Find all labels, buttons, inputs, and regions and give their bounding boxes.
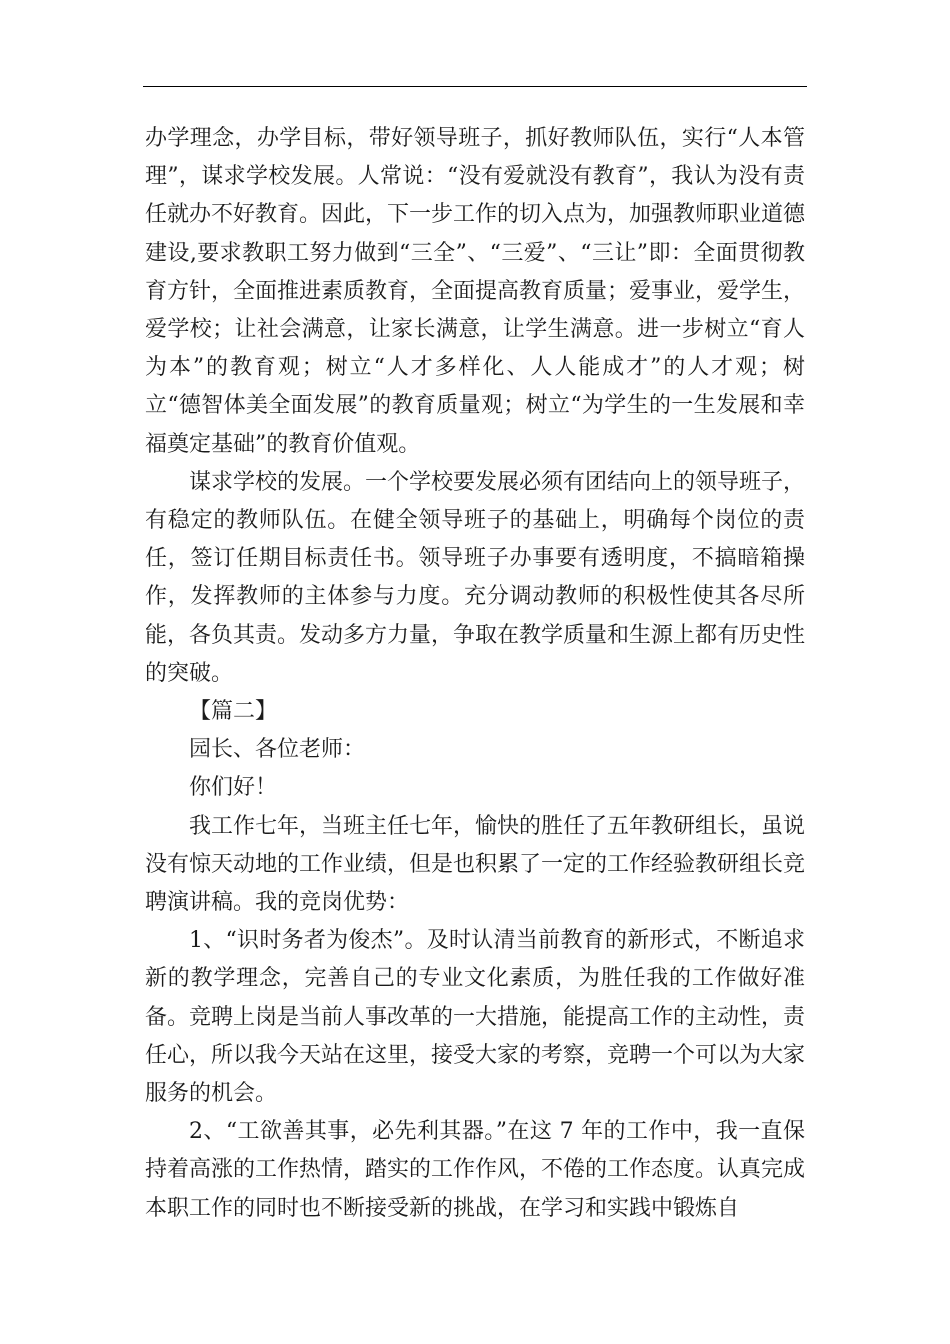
paragraph-advantage-2: 2、“工欲善其事，必先利其器。”在这 7 年的工作中，我一直保持着高涨的工作热情，踏实的工作作风，不倦的工作态度。认真完成本职工作的同时也不断接受新的挑战，在学习和实践中锻炼自 (145, 1119, 806, 1221)
section-heading: 【篇二】 (189, 699, 278, 725)
paragraph-school-development: 谋求学校的发展。一个学校要发展必须有团结向上的领导班子，有稳定的教师队伍。在健全领导班子的基础上，明确每个岗位的责任，签订任期目标责任书。领导班子办事要有透明度，不搞暗箱操作，发挥教师的主体参与力度。充分调动教师的积极性使其各尽所能，各负其责。发动多方力量，争取在教学质量和生源上都有历史性的突破。 (145, 469, 806, 686)
paragraph-education-philosophy: 办学理念，办学目标，带好领导班子，抓好教师队伍，实行“人本管理”，谋求学校发展。人常说：“没有爱就没有教育”，我认为没有责任就办不好教育。因此，下一步工作的切入点为，加强教师职业道德建设,要求教职工努力做到“三全”、“三爱”、“三让”即：全面贯彻教育方针，全面推进素质教育，全面提高教育质量；爱事业，爱学生，爱学校；让社会满意，让家长满意，让学生满意。进一步树立“育人为本”的教育观；树立“人才多样化、人人能成才”的人才观；树立“德智体美全面发展”的教育质量观；树立“为学生的一生发展和幸福奠定基础”的教育价值观。 (145, 126, 806, 457)
document-body (145, 120, 805, 1228)
paragraph-introduction: 我工作七年，当班主任七年，愉快的胜任了五年教研组长，虽说没有惊天动地的工作业绩，但是也积累了一定的工作经验教研组长竞聘演讲稿。我的竞岗优势： (145, 813, 806, 916)
greeting: 你们好！ (189, 775, 278, 801)
header-rule (143, 86, 807, 87)
paragraph-advantage-1: 1、“识时务者为俊杰”。及时认清当前教育的新形式，不断追求新的教学理念，完善自己的专业文化素质，为胜任我的工作做好准备。竞聘上岗是当前人事改革的一大措施，能提高工作的主动性，责任心，所以我今天站在这里，接受大家的考察，竞聘一个可以为大家服务的机会。 (145, 928, 806, 1107)
salutation: 园长、各位老师： (189, 737, 366, 763)
